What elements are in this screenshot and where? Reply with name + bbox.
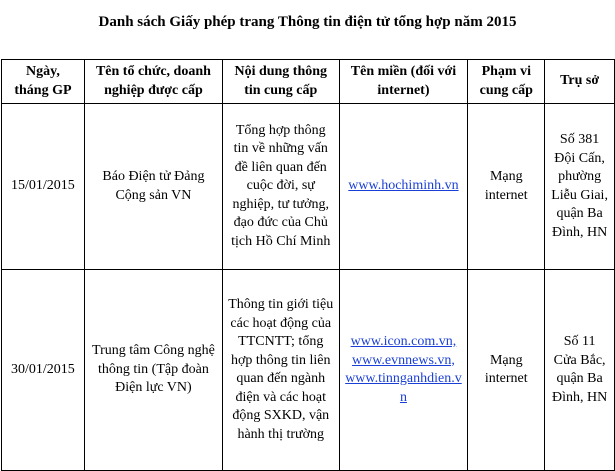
header-domain: Tên miền (đối với internet): [339, 60, 468, 104]
table-row: [2, 270, 615, 471]
header-org: Tên tổ chức, doanh nghiệp được cấp: [84, 60, 222, 104]
header-content: Nội dung thông tin cung cấp: [223, 60, 340, 104]
cell-org: Báo Điện tử Đảng Cộng sản VN: [84, 104, 222, 270]
domain-link[interactable]: www.evnnews.vn,: [352, 352, 455, 368]
cell-org: Trung tâm Công nghệ thông tin (Tập đoàn Điện lực VN): [84, 270, 222, 471]
header-row: [2, 60, 615, 104]
domain-link[interactable]: www.icon.com.vn,: [350, 334, 457, 349]
header-address: Trụ sở: [545, 60, 615, 104]
domain-link[interactable]: www.hochiminh.vn: [348, 178, 459, 194]
cell-content: Tổng hợp thông tin về những vấn đề liên quan đến cuộc đời, sự nghiệp, tư tưởng, đạo đức của Chủ tịch Hồ Chí Minh: [223, 104, 340, 270]
header-date: Ngày, tháng GP: [2, 60, 85, 104]
cell-content: Thông tin giới tiệu các hoạt động của TTCNTT; tổng hợp thông tin liên quan đến ngành điện và các hoạt động SXKD, vận hành thị trường: [223, 270, 340, 471]
cell-address: Số 11 Cửa Bắc, quận Ba Đình, HN: [545, 270, 615, 471]
cell-scope: Mạng internet: [468, 270, 545, 471]
cell-domain: [339, 104, 468, 270]
license-table: [1, 59, 615, 471]
table-row: [2, 104, 615, 270]
cell-date: 15/01/2015: [2, 104, 85, 270]
cell-address: Số 381 Đội Cấn, phường Liễu Giai, quận Ba Đình, HN: [545, 104, 615, 270]
cell-date: 30/01/2015: [2, 270, 85, 471]
page-title: Danh sách Giấy phép trang Thông tin điện tử tổng hợp năm 2015: [98, 14, 517, 30]
domain-link[interactable]: n: [399, 389, 407, 405]
cell-domain: [339, 270, 468, 471]
cell-scope: Mạng internet: [468, 104, 545, 270]
header-scope: Phạm vi cung cấp: [468, 60, 545, 104]
domain-link[interactable]: www.tinnganhdien.v: [345, 371, 462, 386]
